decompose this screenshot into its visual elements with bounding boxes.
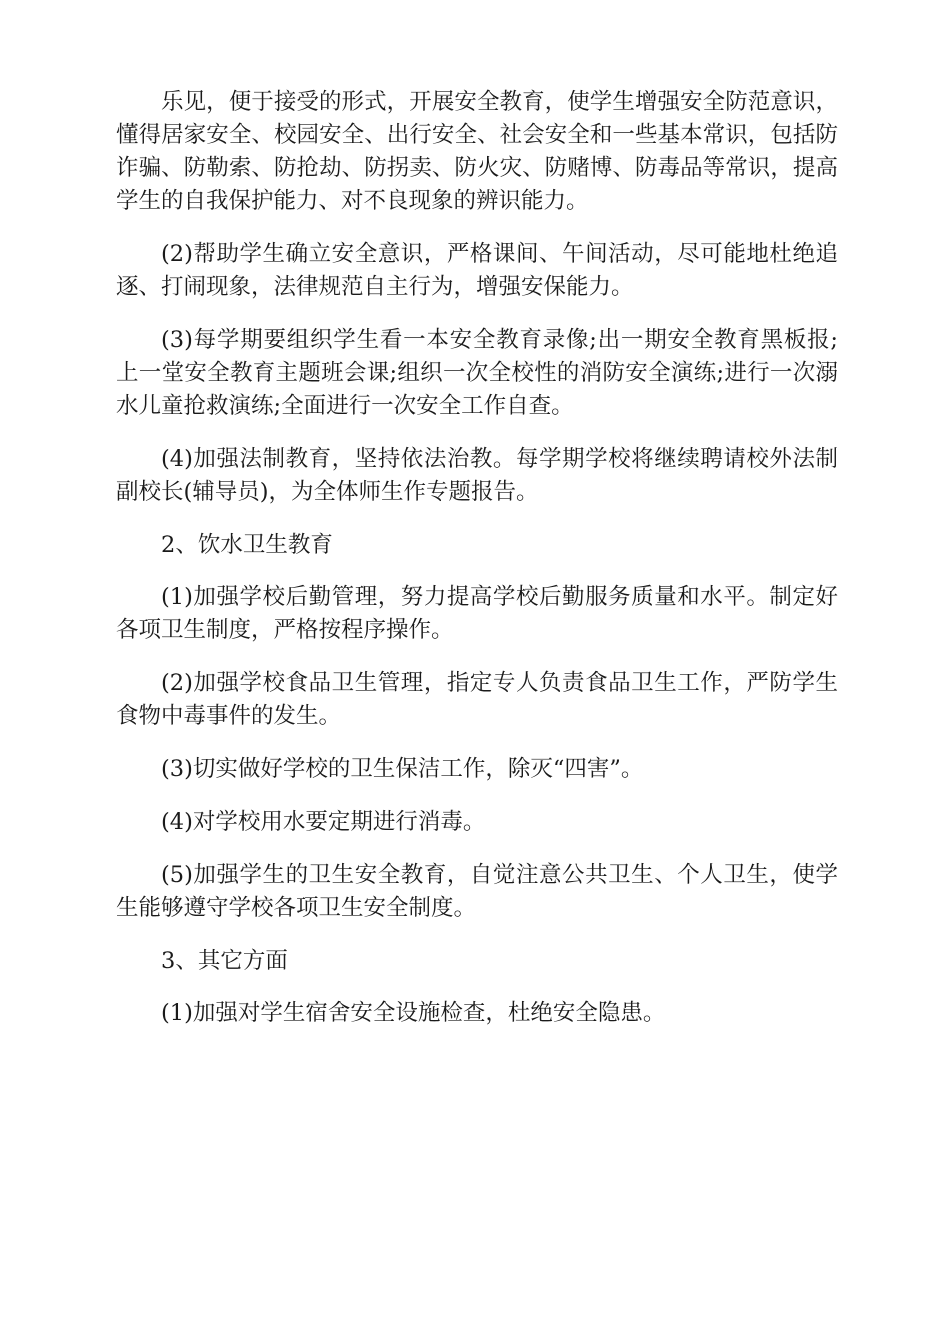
paragraph-hygiene-item-1: (1)加强学校后勤管理，努力提高学校后勤服务质量和水平。制定好各项卫生制度，严格按程序操作。: [116, 584, 838, 643]
section-heading-water-hygiene: 2、饮水卫生教育: [161, 532, 333, 558]
paragraph-item-2: (2)帮助学生确立安全意识，严格课间、午间活动，尽可能地杜绝追逐、打闹现象，法律规范自主行为，增强安保能力。: [116, 241, 838, 300]
paragraph-safety-awareness: 乐见，便于接受的形式，开展安全教育，使学生增强安全防范意识，懂得居家安全、校园安全、出行安全、社会安全和一些基本常识，包括防诈骗、防勒索、防抢劫、防拐卖、防火灾、防赌博、防毒品等常识，提高学生的自我保护能力、对不良现象的辨识能力。: [116, 89, 838, 214]
paragraph-hygiene-item-2: (2)加强学校食品卫生管理，指定专人负责食品卫生工作，严防学生食物中毒事件的发生。: [116, 670, 838, 729]
paragraph-hygiene-item-5: (5)加强学生的卫生安全教育，自觉注意公共卫生、个人卫生，使学生能够遵守学校各项卫生安全制度。: [116, 862, 838, 921]
document-page: [116, 86, 838, 1050]
paragraph-hygiene-item-4: (4)对学校用水要定期进行消毒。: [161, 809, 486, 835]
paragraph-item-4: (4)加强法制教育，坚持依法治教。每学期学校将继续聘请校外法制副校长(辅导员)，为全体师生作专题报告。: [116, 446, 838, 505]
paragraph-item-3: (3)每学期要组织学生看一本安全教育录像;出一期安全教育黑板报;上一堂安全教育主题班会课;组织一次全校性的消防安全演练;进行一次溺水儿童抢救演练;全面进行一次安全工作自查。: [116, 327, 838, 419]
paragraph-hygiene-item-3: (3)切实做好学校的卫生保洁工作，除灭“四害”。: [161, 756, 644, 782]
paragraph-other-item-1: (1)加强对学生宿舍安全设施检查，杜绝安全隐患。: [161, 1000, 666, 1026]
section-heading-other: 3、其它方面: [161, 948, 288, 974]
